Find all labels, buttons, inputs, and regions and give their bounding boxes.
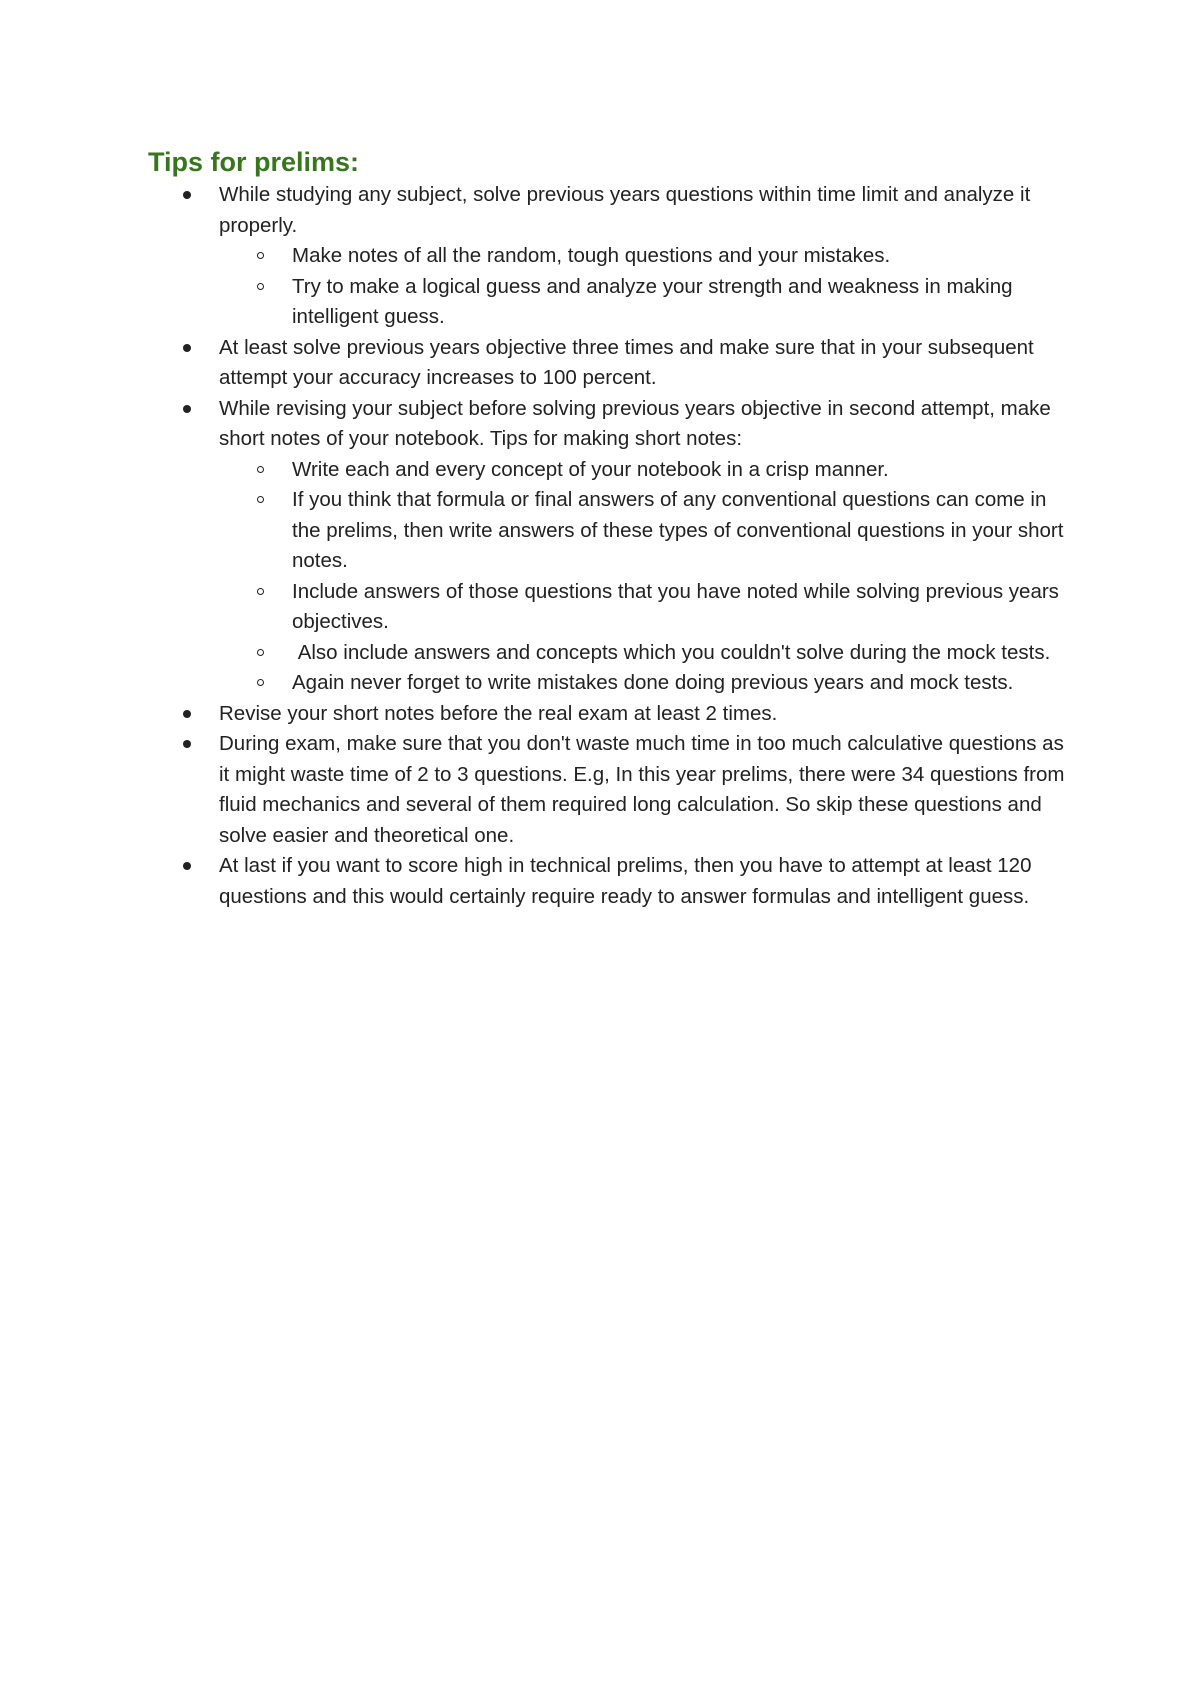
sub-list-item-text: Include answers of those questions that you have noted while solving previous years objectives. <box>292 579 1059 633</box>
hollow-bullet-icon <box>257 496 264 503</box>
sub-list-item <box>219 241 1068 272</box>
list-item <box>148 851 1068 912</box>
hollow-bullet-icon <box>257 466 264 473</box>
bullet-icon <box>183 191 191 199</box>
bullet-icon <box>183 862 191 870</box>
list-item-text: During exam, make sure that you don't waste much time in too much calculative questions as it might waste time of 2 to 3 questions. E.g, In this year prelims, there were 34 questions from fluid mechanics and several of them required long calculation. So skip these questions and solve easier and theoretical one. <box>219 732 1065 847</box>
sub-list-item <box>219 455 1068 486</box>
sub-list-item-text: Also include answers and concepts which you couldn't solve during the mock tests. <box>292 640 1051 664</box>
list-item <box>148 333 1068 394</box>
sub-list-item-text: Make notes of all the random, tough questions and your mistakes. <box>292 244 891 267</box>
sub-list-item-text: Again never forget to write mistakes done doing previous years and mock tests. <box>292 671 1014 694</box>
sub-list-item <box>219 485 1068 577</box>
sub-list-item <box>219 638 1068 669</box>
bullet-icon <box>183 344 191 352</box>
bullet-icon <box>183 740 191 748</box>
sub-list <box>219 241 1068 333</box>
list-item-text: At last if you want to score high in technical prelims, then you have to attempt at least 120 questions and this would certainly require ready to answer formulas and intelligent guess. <box>219 854 1032 908</box>
list-item-text: Revise your short notes before the real exam at least 2 times. <box>219 701 778 725</box>
list-item-text: While studying any subject, solve previous years questions within time limit and analyze it properly. <box>219 183 1031 237</box>
hollow-bullet-icon <box>257 649 264 656</box>
hollow-bullet-icon <box>257 588 264 595</box>
sub-list-item-text: Try to make a logical guess and analyze your strength and weakness in making intelligent guess. <box>292 274 1013 328</box>
list-item-text: At least solve previous years objective three times and make sure that in your subsequent attempt your accuracy increases to 100 percent. <box>219 335 1034 389</box>
bullet-icon <box>183 405 191 413</box>
sub-list-item <box>219 668 1068 699</box>
sub-list-item-text: If you think that formula or final answers of any conventional questions can come in the prelims, then write answers of these types of conventional questions in your short notes. <box>292 488 1064 572</box>
hollow-bullet-icon <box>257 283 264 290</box>
hollow-bullet-icon <box>257 252 264 259</box>
list-item <box>148 180 1068 333</box>
list-item <box>148 394 1068 699</box>
section-heading: Tips for prelims: <box>148 147 360 177</box>
hollow-bullet-icon <box>257 679 264 686</box>
sub-list <box>219 455 1068 699</box>
sub-list-item <box>219 272 1068 333</box>
document-content <box>148 144 1068 912</box>
tips-list <box>148 180 1068 912</box>
bullet-icon <box>183 710 191 718</box>
sub-list-item <box>219 577 1068 638</box>
list-item <box>148 699 1068 730</box>
list-item-text: While revising your subject before solving previous years objective in second attempt, make short notes of your notebook. Tips for making short notes: <box>219 396 1051 450</box>
sub-list-item-text: Write each and every concept of your notebook in a crisp manner. <box>292 457 889 481</box>
list-item <box>148 729 1068 851</box>
